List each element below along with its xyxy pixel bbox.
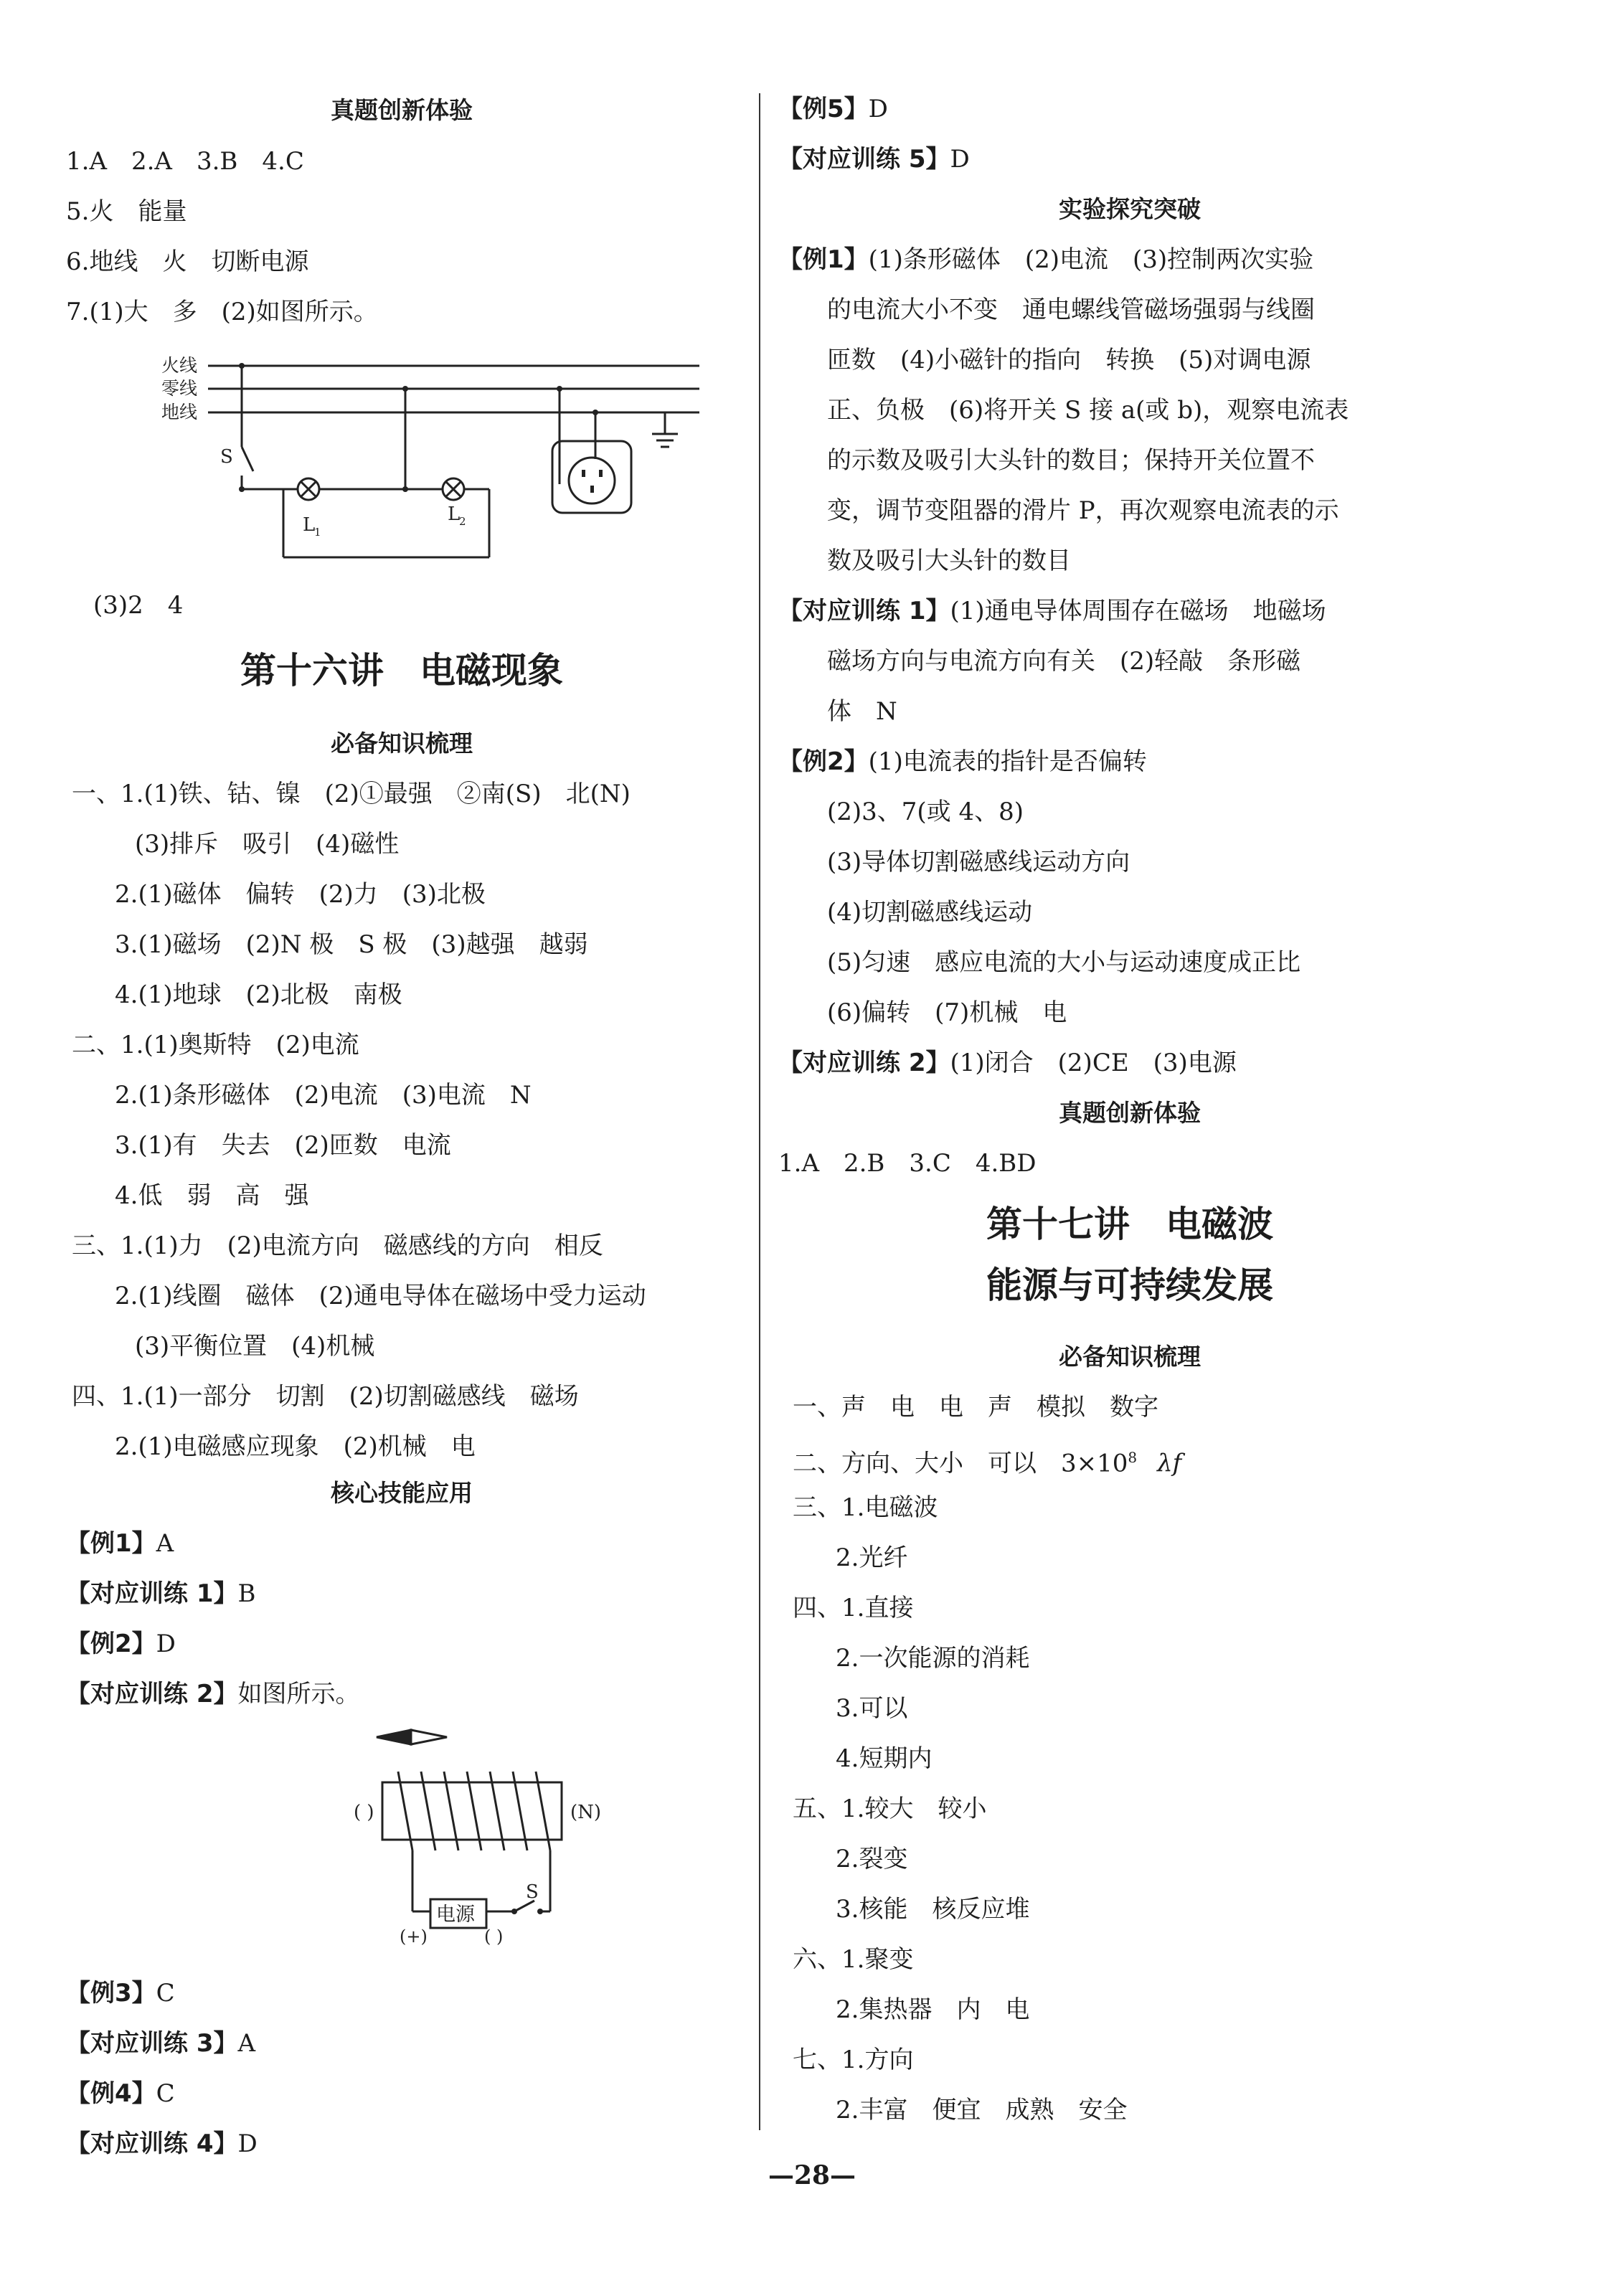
page-number: —28— <box>768 2160 856 2190</box>
knowledge-line: 2.裂变 <box>836 1845 908 1873</box>
knowledge-line: 六、1.聚变 <box>793 1945 914 1974</box>
plus-pole-label: (+) <box>400 1926 428 1947</box>
answer-line <box>66 2128 258 2160</box>
knowledge-line: 4.短期内 <box>836 1744 933 1773</box>
answer-line: (5)匀速 感应电流的大小与运动速度成正比 <box>827 948 1301 977</box>
knowledge-text: λf <box>1157 1449 1182 1478</box>
knowledge-line: 2.一次能源的消耗 <box>836 1644 1030 1673</box>
right-pole-label: (N) <box>570 1802 602 1823</box>
answer-line: 匝数 (4)小磁针的指向 转换 (5)对调电源 <box>827 346 1311 374</box>
answer-tag: 【例2】 <box>66 1630 156 1658</box>
answer-value: C <box>156 2079 175 2108</box>
section-heading: 实验探究突破 <box>1059 195 1201 223</box>
answer-line: 的电流大小不变 通电螺线管磁场强弱与线圈 <box>827 296 1315 324</box>
answer-line <box>66 1528 174 1559</box>
answer-line: 1.A 2.B 3.C 4.BD <box>778 1149 1037 1178</box>
answer-line: 1.A 2.A 3.B 4.C <box>66 147 304 176</box>
ground-wire-label: 地线 <box>161 402 198 422</box>
section-heading: 必备知识梳理 <box>1059 1343 1201 1371</box>
answer-line: (6)偏转 (7)机械 电 <box>827 998 1067 1027</box>
answer-line <box>66 1578 256 1609</box>
knowledge-line: 4.(1)地球 (2)北极 南极 <box>115 980 402 1009</box>
lamp1-subscript: 1 <box>314 526 321 539</box>
answer-value: D <box>156 1630 176 1658</box>
answer-value: (1)通电导体周围存在磁场 地磁场 <box>950 597 1326 625</box>
lamp1-label: L <box>303 514 316 536</box>
knowledge-line: 2.集热器 内 电 <box>836 1995 1030 2024</box>
answer-line: (2)3、7(或 4、8) <box>827 798 1024 826</box>
knowledge-line: 3.核能 核反应堆 <box>836 1895 1030 1924</box>
knowledge-line: 2.丰富 便宜 成熟 安全 <box>836 2096 1128 2124</box>
answer-tag: 【对应训练 4】 <box>66 2129 238 2158</box>
answer-tag: 【例1】 <box>778 245 869 274</box>
answer-line: 的示数及吸引大头针的数目；保持开关位置不 <box>827 446 1315 475</box>
answer-value: (1)条形磁体 (2)电流 (3)控制两次实验 <box>868 245 1314 274</box>
knowledge-line: 2.光纤 <box>836 1543 908 1572</box>
answer-line <box>66 1678 360 1710</box>
answer-line: (3)导体切割磁感线运动方向 <box>827 848 1130 876</box>
left-pole-label: ( ) <box>354 1802 374 1823</box>
superscript: 8 <box>1128 1449 1138 1466</box>
knowledge-line: 一、声 电 电 声 模拟 数字 <box>793 1393 1158 1422</box>
answer-line: 正、负极 (6)将开关 S 接 a(或 b)，观察电流表 <box>827 396 1349 425</box>
knowledge-line: 四、1.(1)一部分 切割 (2)切割磁感线 磁场 <box>72 1382 579 1411</box>
answer-tag: 【对应训练 1】 <box>66 1579 238 1608</box>
answer-value: 如图所示。 <box>237 1680 360 1708</box>
answer-line <box>66 1977 175 2009</box>
knowledge-line: 2.(1)磁体 偏转 (2)力 (3)北极 <box>115 880 486 909</box>
answer-line <box>778 93 888 125</box>
answer-line: 体 N <box>827 697 897 726</box>
answer-tag: 【例3】 <box>66 1979 156 2008</box>
answer-value: D <box>237 2129 258 2158</box>
answer-line: 7.(1)大 多 (2)如图所示。 <box>66 298 378 326</box>
neutral-wire-label: 零线 <box>161 378 198 399</box>
answer-line <box>66 1628 176 1660</box>
lamp2-label: L <box>448 503 461 525</box>
answer-line <box>778 595 1326 627</box>
knowledge-line: 七、1.方向 <box>793 2046 914 2074</box>
knowledge-text: 二、方向、大小 可以 3×10 <box>793 1449 1128 1478</box>
answer-value: (1)闭合 (2)CE (3)电源 <box>950 1049 1237 1077</box>
answer-line: (3)2 4 <box>93 591 184 620</box>
section-heading: 必备知识梳理 <box>331 729 473 757</box>
answer-line <box>778 143 970 175</box>
answer-line: 数及吸引大头针的数目 <box>827 547 1071 575</box>
answer-tag: 【例4】 <box>66 2079 156 2108</box>
answer-tag: 【对应训练 1】 <box>778 597 950 625</box>
knowledge-line: (3)排斥 吸引 (4)磁性 <box>135 830 400 859</box>
answer-line: 磁场方向与电流方向有关 (2)轻敲 条形磁 <box>827 647 1301 676</box>
power-source-label: 电源 <box>436 1904 475 1926</box>
knowledge-line: 4.低 弱 高 强 <box>115 1181 309 1210</box>
switch-label: S <box>220 446 233 468</box>
knowledge-line: 三、1.(1)力 (2)电流方向 磁感线的方向 相反 <box>72 1231 603 1260</box>
answer-tag: 【例2】 <box>778 747 869 776</box>
chapter-title: 能源与可持续发展 <box>986 1264 1273 1306</box>
household-circuit-diagram <box>161 348 735 563</box>
answer-tag: 【对应训练 5】 <box>778 145 950 174</box>
section-heading: 核心技能应用 <box>331 1479 473 1507</box>
answer-tag: 【例5】 <box>778 95 869 123</box>
answer-value: (1)电流表的指针是否偏转 <box>868 747 1147 776</box>
answer-line <box>778 746 1147 777</box>
answer-tag: 【对应训练 3】 <box>66 2029 238 2058</box>
knowledge-line: 一、1.(1)铁、钴、镍 (2)①最强 ②南(S) 北(N) <box>72 780 631 808</box>
chapter-title: 第十六讲 电磁现象 <box>240 649 563 691</box>
switch-label: S <box>526 1881 539 1903</box>
answer-value: D <box>868 95 888 123</box>
answer-value: D <box>950 145 970 174</box>
knowledge-line <box>793 1442 1181 1479</box>
answer-value: A <box>237 2029 256 2058</box>
fire-wire-label: 火线 <box>161 355 198 376</box>
chapter-title: 第十七讲 电磁波 <box>986 1203 1273 1245</box>
answer-line <box>66 2028 255 2059</box>
knowledge-line: 2.(1)条形磁体 (2)电流 (3)电流 N <box>115 1081 532 1110</box>
knowledge-line: 3.(1)有 失去 (2)匝数 电流 <box>115 1131 451 1160</box>
answer-tag: 【对应训练 2】 <box>66 1680 238 1708</box>
answer-value: A <box>156 1529 174 1558</box>
knowledge-line: 三、1.电磁波 <box>793 1493 938 1522</box>
answer-tag: 【对应训练 2】 <box>778 1049 950 1077</box>
lamp2-subscript: 2 <box>459 515 466 528</box>
answer-tag: 【例1】 <box>66 1529 156 1558</box>
answer-line <box>66 2078 175 2109</box>
column-divider <box>759 93 760 2130</box>
answer-value: B <box>237 1579 256 1608</box>
solenoid-diagram <box>312 1729 656 1951</box>
knowledge-line: 五、1.较大 较小 <box>793 1795 987 1823</box>
knowledge-line: 2.(1)线圈 磁体 (2)通电导体在磁场中受力运动 <box>115 1282 646 1310</box>
answer-line: (4)切割磁感线运动 <box>827 898 1033 927</box>
answer-value: C <box>156 1979 175 2008</box>
answer-line <box>778 244 1313 275</box>
answer-line: 6.地线 火 切断电源 <box>66 247 309 276</box>
answer-line: 5.火 能量 <box>66 197 187 226</box>
knowledge-line: 3.(1)磁场 (2)N 极 S 极 (3)越强 越弱 <box>115 930 588 959</box>
minus-pole-label: ( ) <box>484 1926 504 1947</box>
knowledge-line: 二、1.(1)奥斯特 (2)电流 <box>72 1031 359 1059</box>
knowledge-line: 2.(1)电磁感应现象 (2)机械 电 <box>115 1432 476 1461</box>
section-heading: 真题创新体验 <box>331 96 473 124</box>
section-heading: 真题创新体验 <box>1059 1099 1201 1127</box>
knowledge-line: 3.可以 <box>836 1694 908 1723</box>
knowledge-line: 四、1.直接 <box>793 1594 914 1622</box>
answer-line: 变，调节变阻器的滑片 P，再次观察电流表的示 <box>827 496 1339 525</box>
answer-line <box>778 1047 1237 1079</box>
knowledge-line: (3)平衡位置 (4)机械 <box>135 1332 375 1361</box>
